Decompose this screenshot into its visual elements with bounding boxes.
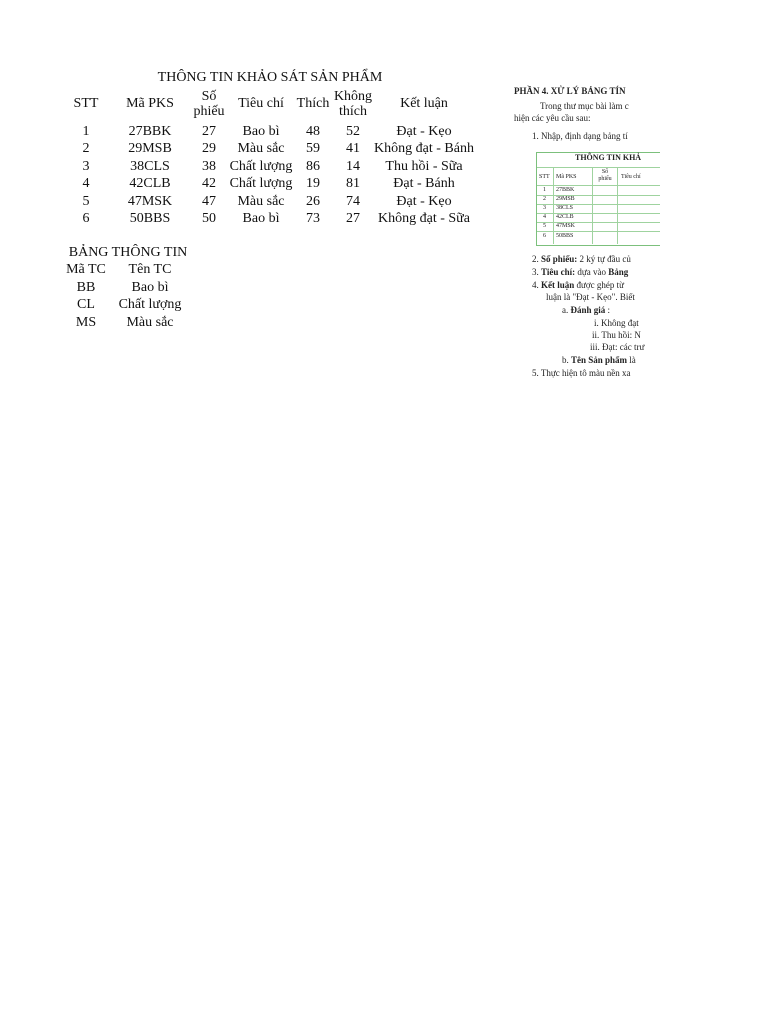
cell-stt: 5 [82,194,90,209]
cell-thich: 86 [306,159,320,174]
lookup-ten-tc: Bao bì [131,280,169,295]
mini-table [536,152,660,246]
header-so-phieu-line2: phiếu [193,104,225,119]
exercise-step-3: 3. Tiêu chí: dựa vào Bảng [532,267,629,277]
cell-ma-pks: 29MSB [128,141,172,156]
cell-thich: 19 [306,176,320,191]
mini-cell-ma-pks: 47MSK [556,223,576,229]
mini-cell-ma-pks: 42CLB [556,214,574,220]
cell-khong-thich: 52 [346,124,360,139]
cell-stt: 1 [82,124,90,139]
cell-thich: 26 [306,194,320,209]
cell-stt: 4 [82,176,90,191]
mini-header-stt: STT [539,174,550,180]
exercise-intro-line1: Trong thư mục bài làm c [540,101,629,111]
mini-cell-stt: 4 [543,214,546,220]
header-ma-pks: Mã PKS [126,96,174,111]
cell-ket-luan: Đạt - Kẹo [396,124,452,139]
lookup-ma-tc: BB [76,280,96,295]
mini-cell-ma-pks: 38CLS [556,205,574,211]
cell-tieu-chi: Bao bì [242,211,280,226]
lookup-header-ma-tc: Mã TC [66,262,106,277]
cell-thich: 59 [306,141,320,156]
header-khong-thich-line2: thích [339,104,367,119]
cell-tieu-chi: Bao bì [242,124,280,139]
cell-ket-luan: Không đạt - Sữa [378,211,470,226]
cell-ma-pks: 27BBK [128,124,172,139]
mini-header-so-phieu: Số phiếu [598,169,612,182]
exercise-intro-line2: hiện các yêu cầu sau: [514,113,591,123]
header-ket-luan: Kết luận [400,96,448,111]
cell-stt: 2 [82,141,90,156]
cell-khong-thich: 41 [346,141,360,156]
exercise-step-1: 1. Nhập, định dạng bảng tí [532,131,628,141]
lookup-ten-tc: Màu sắc [126,315,174,330]
exercise-step-5: 5. Thực hiện tô màu nền xa [532,368,631,378]
cell-khong-thich: 14 [346,159,360,174]
cell-ma-pks: 42CLB [129,176,171,191]
exercise-sub-ii: ii. Thu hồi: N [592,330,641,340]
cell-ket-luan: Đạt - Bánh [393,176,455,191]
exercise-heading: PHẦN 4. XỬ LÝ BẢNG TÍN [514,86,626,96]
cell-tieu-chi: Chất lượng [229,176,293,191]
cell-tieu-chi: Màu sắc [237,194,285,209]
cell-thich: 73 [306,211,320,226]
mini-header-ma-pks: Mã PKS [556,174,577,180]
cell-so-phieu: 29 [202,141,216,156]
cell-so-phieu: 38 [202,159,216,174]
mini-cell-stt: 1 [543,187,546,193]
lookup-title: BẢNG THÔNG TIN [68,245,188,260]
header-tieu-chi: Tiêu chí [238,96,284,111]
cell-khong-thich: 27 [346,211,360,226]
lookup-header-ten-tc: Tên TC [128,262,172,277]
exercise-step-4: 4. Kết luận được ghép từ [532,280,625,290]
mini-cell-stt: 2 [543,196,546,202]
header-stt: STT [73,96,99,111]
header-so-phieu-line1: Số [201,89,217,104]
mini-cell-stt: 3 [543,205,546,211]
lookup-ten-tc: Chất lượng [118,297,182,312]
cell-ket-luan: Đạt - Kẹo [396,194,452,209]
exercise-step-4-line2: luận là "Đạt - Kẹo". Biết [546,292,635,302]
cell-so-phieu: 27 [202,124,216,139]
lookup-ma-tc: CL [77,297,95,312]
exercise-step-2: 2. Số phiếu: 2 ký tự đầu củ [532,254,631,264]
cell-ma-pks: 50BBS [129,211,171,226]
mini-cell-stt: 6 [543,233,546,239]
mini-table-title: THÔNG TIN KHẢ [575,153,642,162]
cell-stt: 6 [82,211,90,226]
lookup-ma-tc: MS [75,315,97,330]
cell-stt: 3 [82,159,90,174]
cell-khong-thich: 81 [346,176,360,191]
mini-header-tieu-chi: Tiêu chí [621,174,641,180]
mini-cell-ma-pks: 29MSB [556,196,575,202]
mini-cell-stt: 5 [543,223,546,229]
header-thich: Thích [296,96,330,111]
survey-title: THÔNG TIN KHẢO SÁT SẢN PHẨM [157,70,383,85]
exercise-sub-b: b. Tên Sản phẩm là [562,355,636,365]
cell-ket-luan: Không đạt - Bánh [374,141,474,156]
cell-tieu-chi: Màu sắc [237,141,285,156]
exercise-sub-i: i. Không đạt [594,318,639,328]
exercise-sub-iii: iii. Đạt: các trư [590,342,645,352]
cell-thich: 48 [306,124,320,139]
mini-cell-ma-pks: 50BBS [556,233,574,239]
cell-khong-thich: 74 [346,194,360,209]
cell-so-phieu: 50 [202,211,216,226]
cell-ket-luan: Thu hồi - Sữa [385,159,463,174]
exercise-image [514,82,660,382]
exercise-sub-a: a. Đánh giá : [562,305,611,315]
header-khong-thich-line1: Không [333,89,373,104]
cell-tieu-chi: Chất lượng [229,159,293,174]
cell-ma-pks: 38CLS [130,159,170,174]
mini-cell-ma-pks: 27BBK [556,187,575,193]
cell-so-phieu: 42 [202,176,216,191]
cell-so-phieu: 47 [202,194,216,209]
cell-ma-pks: 47MSK [127,194,173,209]
